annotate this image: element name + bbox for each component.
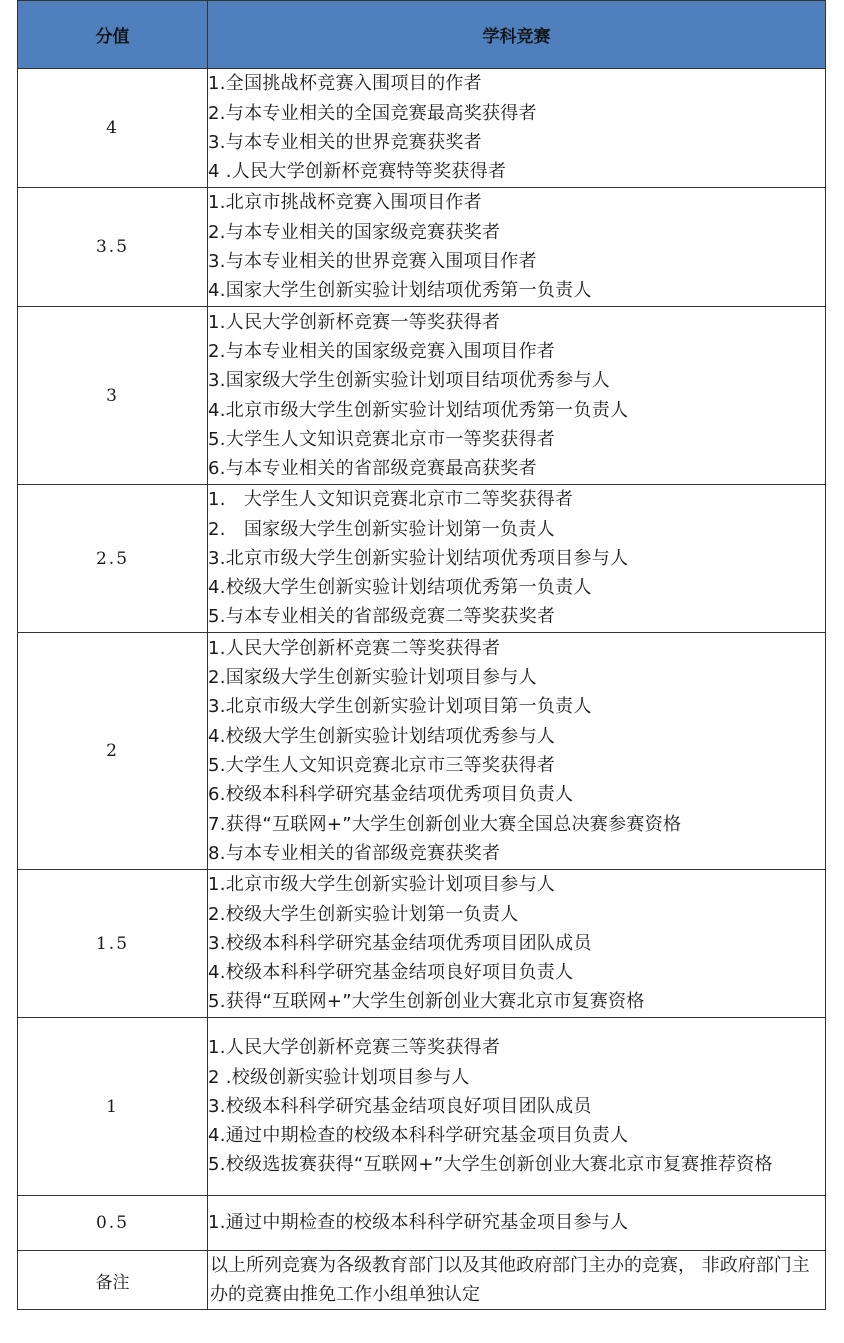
list-item: 2. 国家级大学生创新实验计划第一负责人 (208, 518, 555, 540)
list-item: 7.获得“互联网+”大学生创新创业大赛全国总决赛参赛资格 (208, 813, 682, 835)
list-item: 3.校级本科科学研究基金结项优秀项目团队成员 (208, 932, 592, 954)
list-item: 6.校级本科科学研究基金结项优秀项目负责人 (208, 784, 574, 806)
list-item: 3.北京市级大学生创新实验计划项目第一负责人 (208, 696, 592, 718)
items-cell (208, 1018, 826, 1196)
list-item: 4.国家大学生创新实验计划结项优秀第一负责人 (208, 280, 592, 302)
list-item: 2.与本专业相关的国家级竞赛获奖者 (208, 221, 501, 243)
list-item: 4.校级本科科学研究基金结项良好项目负责人 (208, 962, 574, 984)
table-row (18, 188, 826, 307)
score-cell: 3.5 (18, 188, 208, 307)
list-item: 1.北京市级大学生创新实验计划项目参与人 (208, 874, 556, 896)
items-cell (208, 485, 826, 633)
table-row (18, 307, 826, 485)
list-item: 4.北京市级大学生创新实验计划结项优秀第一负责人 (208, 399, 629, 421)
list-item: 2.与本专业相关的全国竞赛最高奖获得者 (208, 102, 537, 124)
list-item: 4.通过中期检查的校级本科科学研究基金项目负责人 (208, 1125, 629, 1147)
table-row (18, 69, 826, 188)
list-item: 1.人民大学创新杯竞赛三等奖获得者 (208, 1037, 501, 1059)
table-header-row (18, 1, 826, 69)
items-cell (208, 1196, 826, 1251)
list-item: 1.人民大学创新杯竞赛一等奖获得者 (208, 311, 501, 333)
score-cell: 0.5 (18, 1196, 208, 1251)
score-cell: 1.5 (18, 870, 208, 1018)
list-item: 5.与本专业相关的省部级竞赛二等奖获奖者 (208, 606, 556, 628)
list-item: 8.与本专业相关的省部级竞赛获奖者 (208, 842, 501, 864)
list-item: 1.全国挑战杯竞赛入围项目的作者 (208, 73, 482, 95)
list-item: 1. 大学生人文知识竞赛北京市二等奖获得者 (208, 489, 574, 511)
list-item: 1.通过中期检查的校级本科科学研究基金项目参与人 (208, 1212, 629, 1234)
list-item: 5.获得“互联网+”大学生创新创业大赛北京市复赛资格 (208, 991, 645, 1013)
list-item: 5.校级选拔赛获得“互联网+”大学生创新创业大赛北京市复赛推荐资格 (208, 1154, 773, 1176)
list-item: 2 .校级创新实验计划项目参与人 (208, 1066, 470, 1088)
competition-score-table (17, 0, 826, 1310)
list-item: 5.大学生人文知识竞赛北京市三等奖获得者 (208, 755, 556, 776)
list-item: 4 .人民大学创新杯竞赛特等奖获得者 (208, 161, 507, 183)
list-item: 3.校级本科科学研究基金结项良好项目团队成员 (208, 1095, 592, 1117)
list-item: 2.校级大学生创新实验计划第一负责人 (208, 903, 519, 925)
items-cell (208, 69, 826, 188)
items-cell (208, 633, 826, 870)
header-score: 分值 (18, 1, 208, 69)
items-cell (208, 870, 826, 1018)
score-cell: 2 (18, 633, 208, 870)
note-label: 备注 (18, 1251, 208, 1310)
header-competition: 学科竞赛 (208, 1, 826, 69)
note-text: 以上所列竞赛为各级教育部门以及其他政府部门主办的竞赛， 非政府部门主办的竞赛由推免工作小组单独认定 (210, 1255, 810, 1305)
list-item: 1.人民大学创新杯竞赛二等奖获得者 (208, 637, 501, 659)
list-item: 3.国家级大学生创新实验计划项目结项优秀参与人 (208, 370, 611, 392)
score-cell: 3 (18, 307, 208, 485)
list-item: 1.北京市挑战杯竞赛入围项目作者 (208, 192, 482, 214)
list-item: 2.国家级大学生创新实验计划项目参与人 (208, 667, 537, 689)
list-item: 3.北京市级大学生创新实验计划结项优秀项目参与人 (208, 547, 629, 569)
score-cell: 4 (18, 69, 208, 188)
table-row (18, 1018, 826, 1196)
items-cell (208, 188, 826, 307)
table-row (18, 870, 826, 1018)
list-item: 2.与本专业相关的国家级竞赛入围项目作者 (208, 340, 556, 362)
list-item: 6.与本专业相关的省部级竞赛最高获奖者 (208, 458, 537, 480)
list-item: 3.与本专业相关的世界竞赛入围项目作者 (208, 251, 537, 272)
table-row-note (18, 1251, 826, 1310)
list-item: 5.大学生人文知识竞赛北京市一等奖获得者 (208, 428, 556, 450)
table-row (18, 633, 826, 870)
table-row (18, 1196, 826, 1251)
score-cell: 1 (18, 1018, 208, 1196)
list-item: 4.校级大学生创新实验计划结项优秀第一负责人 (208, 577, 592, 599)
list-item: 4.校级大学生创新实验计划结项优秀参与人 (208, 725, 556, 747)
note-cell (208, 1251, 826, 1310)
list-item: 3.与本专业相关的世界竞赛获奖者 (208, 132, 482, 153)
items-cell (208, 307, 826, 485)
table-row (18, 485, 826, 633)
score-cell: 2.5 (18, 485, 208, 633)
